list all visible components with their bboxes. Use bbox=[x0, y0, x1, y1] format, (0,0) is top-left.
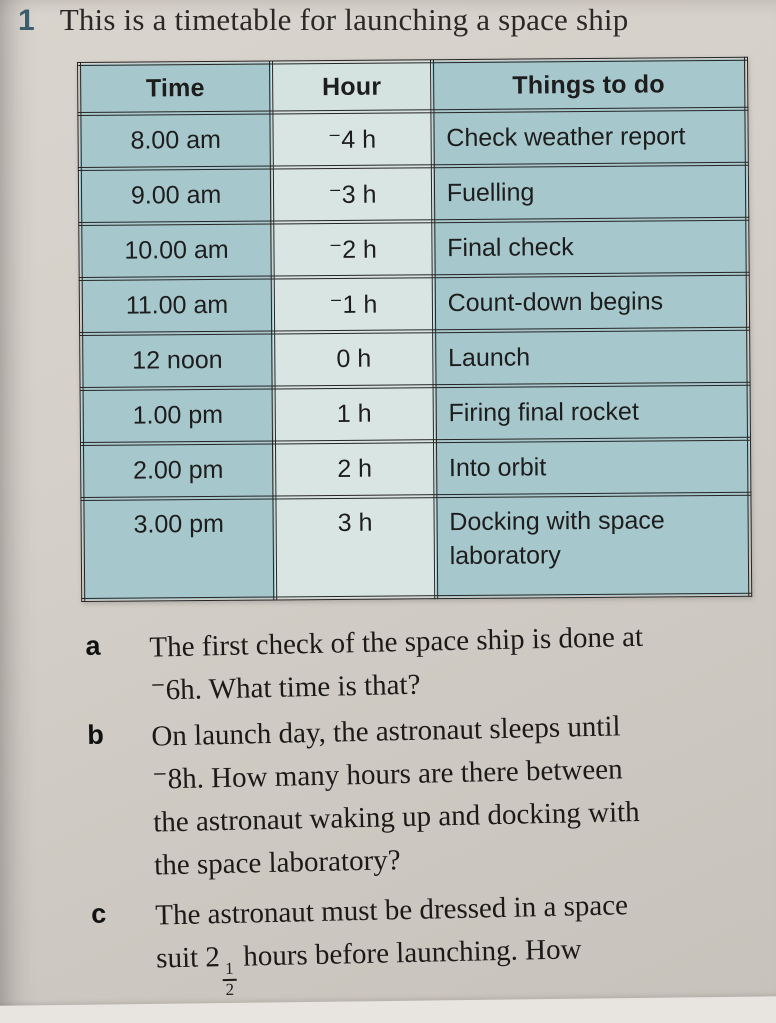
time-cell: 10.00 am bbox=[80, 222, 273, 279]
fraction-numerator: 1 bbox=[222, 961, 237, 981]
question-a-text bbox=[149, 614, 747, 713]
task-cell: Final check bbox=[433, 219, 748, 276]
task-cell: Docking with space laboratory bbox=[435, 494, 750, 597]
hour-cell: 1 h bbox=[274, 386, 435, 442]
task-cell: Into orbit bbox=[435, 439, 750, 496]
header-hour: Hour bbox=[271, 61, 432, 112]
table-row bbox=[80, 219, 747, 279]
table-row bbox=[81, 274, 748, 334]
header-things-to-do: Things to do bbox=[432, 59, 747, 111]
task-cell: Launch bbox=[434, 329, 749, 386]
hour-cell: ⁻3 h bbox=[272, 166, 433, 222]
time-cell: 9.00 am bbox=[80, 167, 273, 224]
table-header-row bbox=[79, 59, 746, 114]
question-line: ⁻6h. What time is that? bbox=[150, 668, 421, 707]
time-cell: 1.00 pm bbox=[82, 387, 275, 444]
question-line: ⁻8h. How many hours are there between bbox=[151, 753, 623, 796]
hour-cell: ⁻4 h bbox=[272, 111, 433, 167]
question-a-label: a bbox=[85, 630, 101, 661]
question-c-label: c bbox=[90, 898, 107, 929]
time-cell: 8.00 am bbox=[79, 112, 272, 169]
time-cell: 11.00 am bbox=[81, 277, 274, 334]
hour-cell: 2 h bbox=[274, 441, 435, 497]
half-fraction bbox=[222, 961, 237, 999]
question-line: The first check of the space ship is done at bbox=[149, 620, 644, 664]
task-cell: Firing final rocket bbox=[434, 384, 749, 441]
question-b-text bbox=[151, 703, 751, 888]
task-cell: Fuelling bbox=[433, 164, 748, 221]
question-line: The astronaut must be dressed in a space bbox=[154, 889, 629, 932]
exercise-number: 1 bbox=[18, 4, 35, 37]
table-row bbox=[82, 384, 749, 444]
time-cell: 3.00 pm bbox=[82, 497, 275, 600]
launch-timetable-wrap bbox=[77, 57, 752, 602]
question-b-label: b bbox=[87, 719, 105, 750]
time-cell: 2.00 pm bbox=[82, 442, 275, 499]
question-a bbox=[85, 614, 747, 714]
question-line: the space laboratory? bbox=[153, 844, 401, 882]
question-line: the astronaut waking up and docking with bbox=[152, 795, 640, 839]
exercise-title-row bbox=[0, 0, 776, 38]
hour-cell: ⁻2 h bbox=[272, 221, 433, 277]
table-row bbox=[79, 109, 746, 169]
question-line: On launch day, the astronaut sleeps until bbox=[151, 710, 621, 753]
hour-cell: 3 h bbox=[275, 496, 436, 598]
table-row bbox=[80, 164, 747, 224]
table-row bbox=[82, 439, 749, 499]
table-row bbox=[82, 494, 750, 600]
page-title: This is a timetable for launching a space ship bbox=[59, 2, 629, 37]
questions-list bbox=[85, 614, 754, 1023]
hour-cell: ⁻1 h bbox=[273, 276, 434, 332]
question-line-pre: suit 2 bbox=[155, 941, 221, 975]
launch-timetable bbox=[77, 57, 752, 602]
question-line-post: hours before launching. How bbox=[242, 933, 582, 973]
time-cell: 12 noon bbox=[81, 332, 274, 389]
question-b bbox=[87, 703, 751, 889]
task-cell: Count-down begins bbox=[433, 274, 748, 331]
table-row bbox=[81, 329, 748, 389]
task-cell: Check weather report bbox=[432, 109, 747, 166]
fraction-denominator: 2 bbox=[225, 980, 235, 1000]
hour-cell: 0 h bbox=[273, 331, 434, 387]
header-time: Time bbox=[79, 62, 272, 114]
